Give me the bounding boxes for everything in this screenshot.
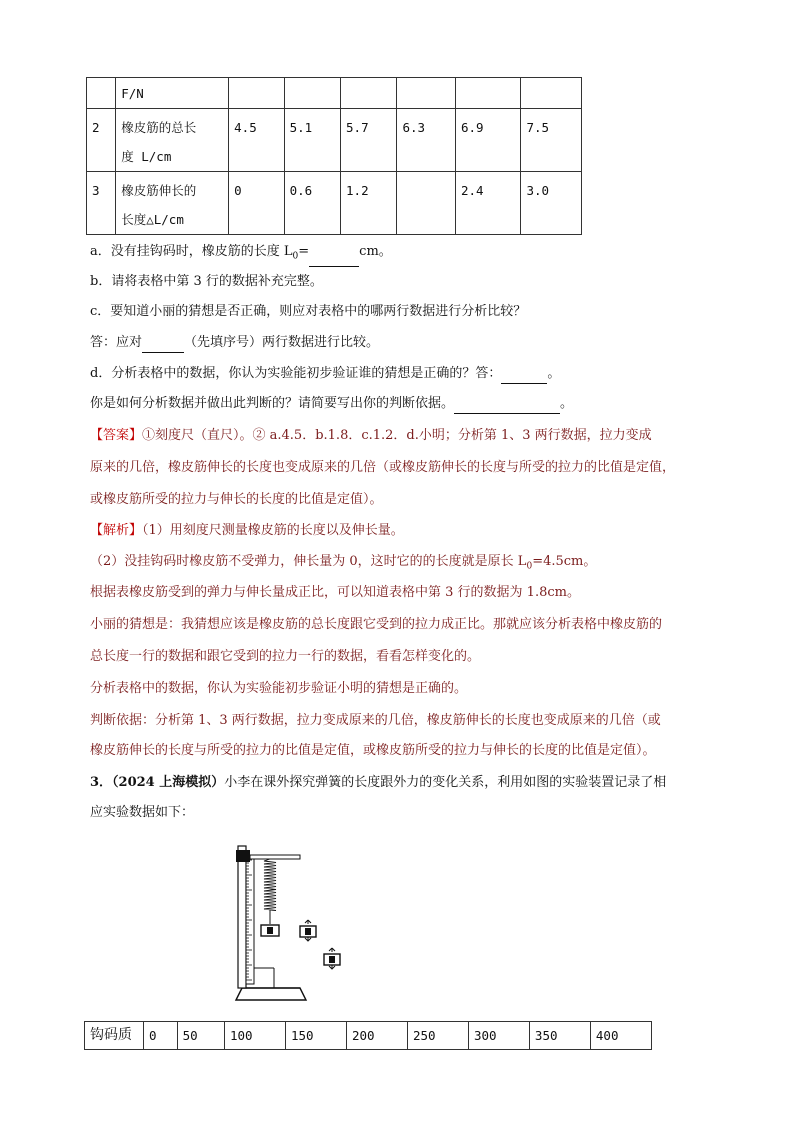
table-cell: 50 [177, 1022, 224, 1050]
answer-blank [454, 399, 560, 414]
table-cell: 6.9 [455, 109, 521, 172]
answer-line-3: 或橡皮筋所受的拉力与伸长的长度的比值是定值）。 [90, 492, 383, 507]
table-cell: 300 [468, 1022, 529, 1050]
spring-apparatus-figure [228, 828, 358, 1008]
table-row [87, 172, 582, 235]
question-source: （2024 上海模拟） [112, 775, 225, 790]
row-number: 3 [87, 172, 116, 235]
table-cell: 200 [346, 1022, 407, 1050]
question-number: 3． [90, 775, 113, 790]
question-b: b．请将表格中第 3 行的数据补充完整。 [90, 274, 323, 289]
table-cell: 100 [225, 1022, 286, 1050]
table-row [87, 78, 582, 109]
table-row [87, 109, 582, 172]
analysis-line-8: 橡皮筋伸长的长度与所受的拉力的比值是定值，或橡皮筋所受的拉力与伸长的长度的比值是定值）。 [90, 743, 656, 758]
question-c-answer: 答：应对 （先填序号）两行数据进行比较。 [90, 333, 379, 353]
question-d: d．分析表格中的数据，你认为实验能初步验证谁的猜想是正确的？答： 。 [90, 364, 560, 384]
answer-blank [142, 338, 184, 353]
hook-mass-table [84, 1021, 652, 1050]
answer-blank [309, 252, 359, 267]
table-cell: 4.5 [229, 109, 284, 172]
analysis-line-2: （2）没挂钩码时橡皮筋不受弹力，伸长量为 0，这时它的的长度就是原长 $L_0=4.5cm$。 [90, 554, 597, 572]
table-cell [397, 172, 455, 235]
table-cell: 5.1 [284, 109, 340, 172]
row-number: 2 [87, 109, 116, 172]
question-e: 你是如何分析数据并做出此判断的？请简要写出你的判断依据。 。 [90, 394, 573, 414]
analysis-line-4: 小丽的猜想是：我猜想应该是橡皮筋的总长度跟它受到的拉力成正比。那就应该分析表格中橡皮筋的 [90, 617, 663, 632]
table-cell: 0 [229, 172, 284, 235]
table-cell: 5.7 [341, 109, 397, 172]
table-cell: 250 [407, 1022, 468, 1050]
table-cell: 6.3 [397, 109, 455, 172]
table-cell: 1.2 [341, 172, 397, 235]
answer-blank [501, 369, 547, 384]
row-label-total-length: 橡皮筋的总长 度 L/cm [116, 109, 229, 172]
rubber-band-data-table [86, 77, 582, 235]
analysis-line-7: 判断依据：分析第 1、3 两行数据，拉力变成原来的几倍，橡皮筋伸长的长度也变成原来的几倍（或 [90, 713, 661, 728]
table-row [85, 1022, 652, 1050]
table-cell: 400 [590, 1022, 651, 1050]
table-cell: 350 [529, 1022, 590, 1050]
table-cell: 7.5 [521, 109, 582, 172]
row-label-force: F/N [116, 78, 229, 109]
answer-tag: 【答案】 [90, 428, 143, 443]
table-cell: 150 [285, 1022, 346, 1050]
table-cell: 0 [144, 1022, 178, 1050]
analysis-line-3: 根据表橡皮筋受到的弹力与伸长量成正比，可以知道表格中第 3 行的数据为 1.8cm。 [90, 585, 580, 600]
analysis-line-6: 分析表格中的数据，你认为实验能初步验证小明的猜想是正确的。 [90, 681, 468, 696]
analysis-line-1: 【解析】（1）用刻度尺测量橡皮筋的长度以及伸长量。 [90, 523, 404, 538]
question-3-line-1: 3．（2024 上海模拟）小李在课外探究弹簧的长度跟外力的变化关系，利用如图的实验装置记录了相 [90, 775, 667, 790]
answer-line-1: 【答案】①刻度尺（直尺）。② a.4.5．b.1.8．c.1.2．d.小明；分析第 1、3 两行数据，拉力变成 [90, 428, 652, 443]
table-cell [87, 78, 116, 109]
question-c: c．要知道小丽的猜想是否正确，则应对表格中的哪两行数据进行分析比较？ [90, 304, 527, 319]
analysis-tag: 【解析】 [90, 523, 143, 538]
table-cell: 0.6 [284, 172, 340, 235]
hook-mass-header: 钩码质 [85, 1022, 144, 1050]
answer-line-2: 原来的几倍，橡皮筋伸长的长度也变成原来的几倍（或橡皮筋伸长的长度与所受的拉力的比值是定值， [90, 460, 676, 475]
table-cell: 3.0 [521, 172, 582, 235]
analysis-line-5: 总长度一行的数据和跟它受到的拉力一行的数据，看看怎样变化的。 [90, 649, 481, 664]
table-cell: 2.4 [455, 172, 521, 235]
question-a: a．没有挂钩码时，橡皮筋的长度 $L_0=$ cm。 [90, 242, 392, 267]
question-3-line-2: 应实验数据如下： [90, 805, 195, 820]
row-label-extension: 橡皮筋伸长的 长度△L/cm [116, 172, 229, 235]
